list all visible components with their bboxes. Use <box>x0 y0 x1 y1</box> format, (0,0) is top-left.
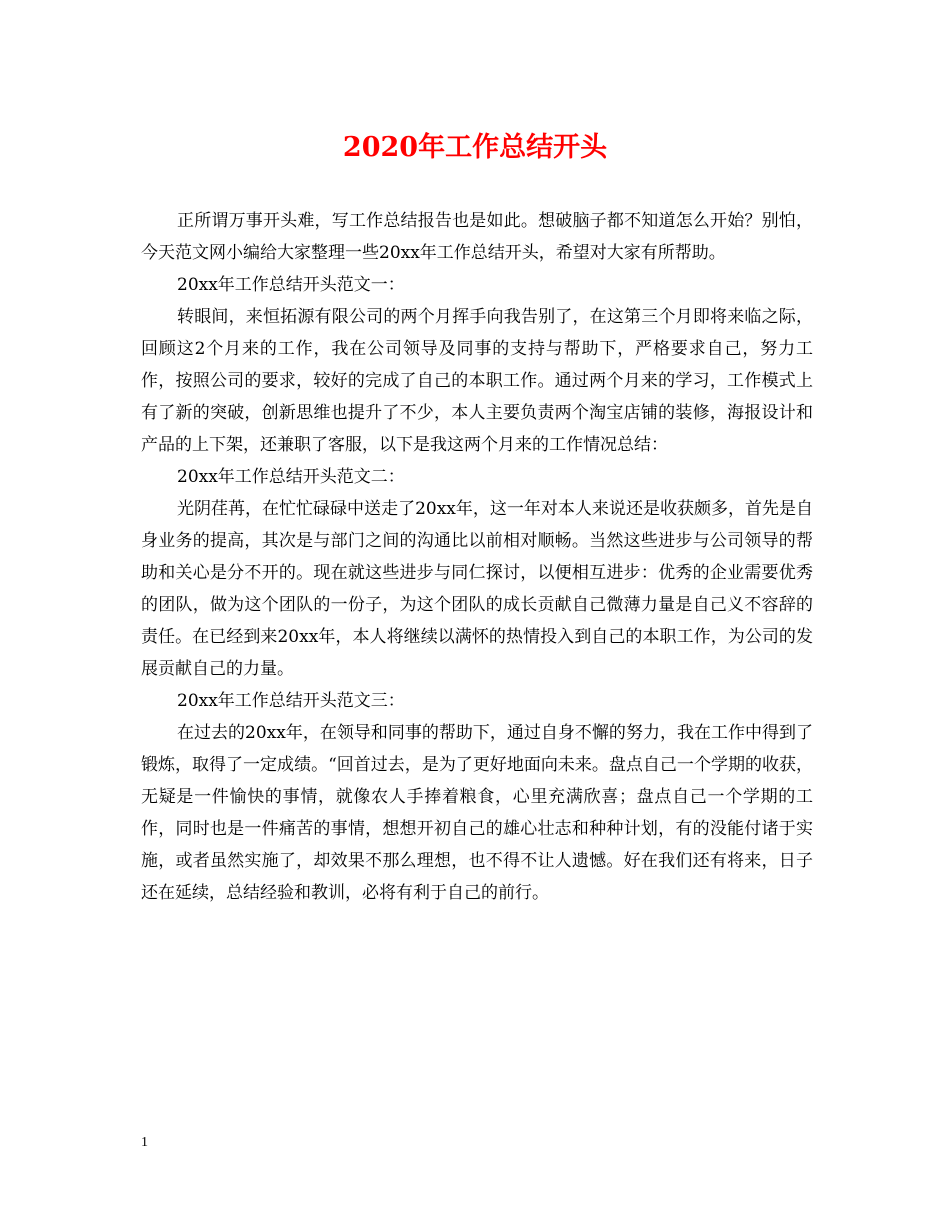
sample-paragraph-3: 在过去的20xx年，在领导和同事的帮助下，通过自身不懈的努力，我在工作中得到了锻炼，取得了一定成绩。“回首过去，是为了更好地面向未来。盘点自己一个学期的收获，无疑是一件愉快的事情，就像农人手捧着粮食，心里充满欣喜；盘点自己一个学期的工作，同时也是一件痛苦的事情，想想开初自己的雄心壮志和种种计划，有的没能付诸于实施，或者虽然实施了，却效果不那么理想，也不得不让人遗憾。好在我们还有将来，日子还在延续，总结经验和教训，必将有利于自己的前行。 <box>141 723 813 903</box>
document-title: 2020年工作总结开头 <box>342 132 608 163</box>
document-body <box>141 205 813 909</box>
section-heading-1: 20xx年工作总结开头范文一： <box>177 275 405 295</box>
sample-paragraph-2: 光阴荏苒，在忙忙碌碌中送走了20xx年，这一年对本人来说还是收获颇多，首先是自身业务的提高，其次是与部门之间的沟通比以前相对顺畅。当然这些进步与公司领导的帮助和关心是分不开的。现在就这些进步与同仁探讨，以便相互进步：优秀的企业需要优秀的团队，做为这个团队的一份子，为这个团队的成长贡献自己微薄力量是自己义不容辞的责任。在已经到来20xx年，本人将继续以满怀的热情投入到自己的本职工作，为公司的发展贡献自己的力量。 <box>141 499 813 679</box>
section-heading-2: 20xx年工作总结开头范文二： <box>177 467 405 487</box>
intro-paragraph: 正所谓万事开头难，写工作总结报告也是如此。想破脑子都不知道怎么开始？别怕，今天范文网小编给大家整理一些20xx年工作总结开头，希望对大家有所帮助。 <box>141 211 813 263</box>
sample-paragraph-1: 转眼间，来恒拓源有限公司的两个月挥手向我告别了，在这第三个月即将来临之际，回顾这2个月来的工作，我在公司领导及同事的支持与帮助下，严格要求自己，努力工作，按照公司的要求，较好的完成了自己的本职工作。通过两个月来的学习，工作模式上有了新的突破，创新思维也提升了不少，本人主要负责两个淘宝店铺的装修，海报设计和产品的上下架，还兼职了客服，以下是我这两个月来的工作情况总结： <box>141 307 813 455</box>
section-heading-3: 20xx年工作总结开头范文三： <box>177 691 405 711</box>
page-number: 1 <box>141 1135 148 1150</box>
